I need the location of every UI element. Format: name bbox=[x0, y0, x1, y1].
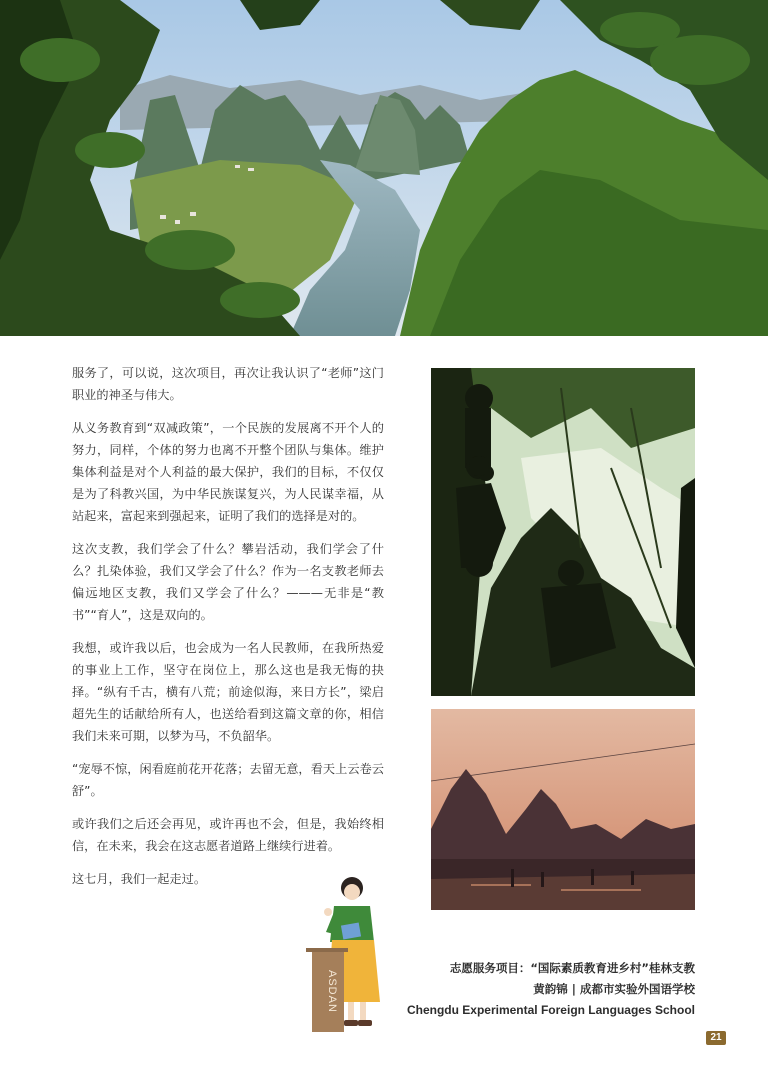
hero-landscape-photo bbox=[0, 0, 768, 336]
closing-paragraph: 这七月，我们一起走过。 bbox=[72, 872, 207, 886]
author-line: 黄韵锦 | 成都市实验外国语学校 bbox=[533, 982, 695, 996]
forest-climbing-photo bbox=[431, 368, 695, 696]
paragraph: 或许我们之后还会再见，或许再也不会，但是，我始终相信，在未来，我会在这志愿者道路上继续行进着。 bbox=[72, 817, 384, 853]
school-english-name: Chengdu Experimental Foreign Languages School bbox=[406, 1003, 695, 1017]
podium-label: ASDAN bbox=[326, 970, 338, 1013]
credits-block bbox=[407, 958, 695, 1021]
sunset-karst-photo bbox=[431, 709, 695, 910]
page-number: 21 bbox=[706, 1031, 726, 1045]
paragraph: 这次支教，我们学会了什么？攀岩活动，我们学会了什么？扎染体验，我们又学会了什么？作为一名支教老师去偏远地区支教，我们又学会了什么？———无非是“教书”“育人”，这是双向的。 bbox=[72, 542, 384, 622]
quote-paragraph: “宠辱不惊，闲看庭前花开花落；去留无意，看天上云卷云舒”。 bbox=[72, 762, 384, 798]
project-title: 志愿服务项目：“国际素质教育进乡村”桂林支教 bbox=[449, 961, 695, 975]
article-body bbox=[72, 362, 384, 901]
paragraph: 我想，或许我以后，也会成为一名人民教师，在我所热爱的事业上工作，坚守在岗位上，那么这也是我无悔的抉择。“纵有千古，横有八荒；前途似海，来日方长”，梁启超先生的话献给所有人，也送给看到这篇文章的你，相信我们未来可期，以梦为马，不负韶华。 bbox=[72, 641, 384, 743]
teacher-podium-illustration bbox=[304, 872, 394, 1038]
paragraph: 服务了，可以说，这次项目，再次让我认识了“老师”这门职业的神圣与伟大。 bbox=[72, 366, 384, 402]
paragraph: 从义务教育到“双减政策”，一个民族的发展离不开个人的努力，同样，个体的努力也离不开整个团队与集体。维护集体利益是对个人利益的最大保护，我们的目标，不仅仅是为了科教兴国，为中华民族谋复兴，为人民谋幸福，从站起来，富起来到强起来，证明了我们的选择是对的。 bbox=[72, 421, 384, 523]
